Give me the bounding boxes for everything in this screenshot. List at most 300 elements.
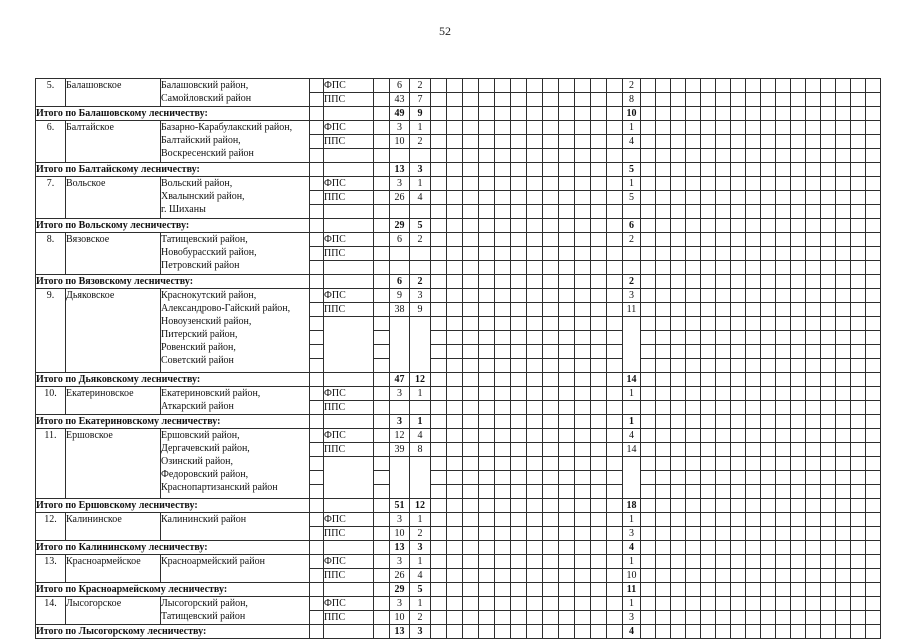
grid-cell	[511, 569, 527, 583]
grid-cell	[463, 569, 479, 583]
grid-cell	[656, 289, 671, 303]
grid-cell	[431, 443, 447, 457]
grid-cell	[851, 317, 866, 331]
total-count-cell: 9	[410, 107, 431, 121]
district-line: Татищевский район,	[161, 234, 248, 245]
grid-cell	[463, 555, 479, 569]
unit-type-cell	[324, 317, 374, 373]
grid-cell	[607, 205, 623, 219]
grid-cell	[479, 345, 495, 359]
grid-cell	[463, 373, 479, 387]
grid-cell	[746, 261, 761, 275]
grid-cell	[511, 289, 527, 303]
total-count-cell: 2	[410, 275, 431, 289]
grid-cell	[821, 415, 836, 429]
grid-cell	[701, 401, 716, 415]
grid-cell	[374, 303, 390, 317]
grid-cell	[761, 177, 776, 191]
grid-cell	[716, 331, 731, 345]
unit-type-cell: ФПС	[324, 597, 374, 611]
grid-cell	[641, 317, 656, 331]
grid-cell	[851, 429, 866, 443]
staff-count-cell: 3	[390, 597, 410, 611]
grid-cell	[791, 317, 806, 331]
grid-cell	[836, 205, 851, 219]
grid-cell	[791, 513, 806, 527]
grid-cell	[836, 387, 851, 401]
total-row-label: Итого по Лысогорскому лесничеству:	[36, 625, 310, 639]
grid-cell	[656, 401, 671, 415]
grid-cell	[543, 135, 559, 149]
grid-cell	[463, 289, 479, 303]
grid-cell	[686, 331, 701, 345]
grid-cell	[806, 345, 821, 359]
staff-count-cell	[390, 317, 410, 373]
grid-cell	[761, 527, 776, 541]
grid-cell	[527, 541, 543, 555]
grid-cell	[559, 471, 575, 485]
grid-cell	[731, 289, 746, 303]
grid-cell	[701, 331, 716, 345]
total-count-cell: 3	[410, 625, 431, 639]
grid-cell	[641, 177, 656, 191]
grid-cell	[656, 415, 671, 429]
grid-cell	[527, 177, 543, 191]
staff-count-cell: 6	[390, 233, 410, 247]
grid-cell	[716, 121, 731, 135]
district-line: Вольский район,	[161, 178, 233, 189]
grid-cell	[851, 359, 866, 373]
grid-cell	[731, 415, 746, 429]
districts-cell	[161, 513, 310, 541]
total-count-cell: 4	[623, 541, 641, 555]
grid-cell	[851, 373, 866, 387]
grid-cell	[776, 415, 791, 429]
grid-cell	[527, 429, 543, 443]
grid-cell	[591, 513, 607, 527]
grid-cell	[431, 93, 447, 107]
district-line: Воскресенский район	[161, 148, 254, 159]
grid-cell	[495, 443, 511, 457]
unit-type-cell: ФПС	[324, 121, 374, 135]
total-row-label: Итого по Вязовскому лесничеству:	[36, 275, 310, 289]
grid-cell	[701, 163, 716, 177]
grid-cell	[776, 233, 791, 247]
grid-cell	[431, 331, 447, 345]
grid-cell	[575, 317, 591, 331]
grid-cell	[543, 387, 559, 401]
grid-cell	[495, 93, 511, 107]
staff-count-cell: 3	[390, 555, 410, 569]
grid-cell	[559, 569, 575, 583]
grid-cell	[431, 345, 447, 359]
staff-count-cell: 3	[623, 611, 641, 625]
grid-cell	[821, 331, 836, 345]
grid-cell	[527, 247, 543, 261]
grid-cell	[866, 247, 881, 261]
grid-cell	[447, 485, 463, 499]
grid-cell	[511, 443, 527, 457]
grid-cell	[607, 359, 623, 373]
grid-cell	[656, 373, 671, 387]
grid-cell	[671, 513, 686, 527]
staff-count-cell: 3	[623, 289, 641, 303]
grid-cell	[791, 359, 806, 373]
grid-cell	[641, 625, 656, 639]
grid-cell	[374, 135, 390, 149]
grid-cell	[866, 625, 881, 639]
grid-cell	[686, 555, 701, 569]
grid-cell	[851, 569, 866, 583]
grid-cell	[559, 359, 575, 373]
grid-cell	[731, 275, 746, 289]
grid-cell	[746, 135, 761, 149]
grid-cell	[791, 625, 806, 639]
grid-cell	[543, 107, 559, 121]
total-row-label: Итого по Вольскому лесничеству:	[36, 219, 310, 233]
grid-cell	[310, 359, 324, 373]
grid-cell	[821, 345, 836, 359]
grid-cell	[731, 457, 746, 471]
grid-cell	[575, 247, 591, 261]
grid-cell	[716, 443, 731, 457]
grid-cell	[543, 317, 559, 331]
grid-cell	[447, 107, 463, 121]
grid-cell	[527, 331, 543, 345]
grid-cell	[559, 457, 575, 471]
grid-cell	[641, 499, 656, 513]
grid-cell	[641, 149, 656, 163]
district-line: Новоузенский район,	[161, 316, 252, 327]
grid-cell	[776, 107, 791, 121]
grid-cell	[463, 401, 479, 415]
grid-cell	[776, 135, 791, 149]
grid-cell	[591, 499, 607, 513]
grid-cell	[776, 219, 791, 233]
staff-count-cell: 12	[390, 429, 410, 443]
grid-cell	[527, 191, 543, 205]
total-row-label: Итого по Калининскому лесничеству:	[36, 541, 310, 555]
grid-cell	[656, 275, 671, 289]
district-line: Балтайский район,	[161, 135, 241, 146]
staff-count-cell: 26	[390, 569, 410, 583]
total-row-label: Итого по Дьяковскому лесничеству:	[36, 373, 310, 387]
grid-cell	[495, 149, 511, 163]
grid-cell	[791, 555, 806, 569]
districts-cell	[161, 597, 310, 625]
grid-cell	[431, 163, 447, 177]
grid-cell	[791, 177, 806, 191]
grid-cell	[701, 527, 716, 541]
staff-count-cell	[410, 205, 431, 219]
grid-cell	[591, 149, 607, 163]
grid-cell	[746, 415, 761, 429]
grid-cell	[431, 79, 447, 93]
grid-cell	[866, 527, 881, 541]
grid-cell	[310, 163, 324, 177]
district-line: г. Шиханы	[161, 204, 206, 215]
unit-type-cell: ППС	[324, 527, 374, 541]
grid-cell	[686, 149, 701, 163]
grid-cell	[821, 163, 836, 177]
grid-cell	[791, 611, 806, 625]
grid-cell	[716, 583, 731, 597]
grid-cell	[431, 611, 447, 625]
grid-cell	[656, 247, 671, 261]
total-count-cell: 5	[410, 583, 431, 597]
grid-cell	[479, 541, 495, 555]
grid-cell	[559, 93, 575, 107]
grid-cell	[607, 443, 623, 457]
grid-cell	[791, 429, 806, 443]
grid-cell	[806, 121, 821, 135]
staff-count-cell: 26	[390, 191, 410, 205]
grid-cell	[575, 261, 591, 275]
grid-cell	[511, 541, 527, 555]
grid-cell	[776, 191, 791, 205]
grid-cell	[479, 415, 495, 429]
unit-type-cell: ППС	[324, 443, 374, 457]
grid-cell	[761, 317, 776, 331]
grid-cell	[575, 331, 591, 345]
grid-cell	[374, 443, 390, 457]
unit-type-cell: ФПС	[324, 555, 374, 569]
grid-cell	[671, 219, 686, 233]
grid-cell	[866, 387, 881, 401]
staff-count-cell	[623, 205, 641, 219]
grid-cell	[701, 457, 716, 471]
row-number-cell: 8.	[36, 233, 66, 275]
grid-cell	[701, 177, 716, 191]
staff-count-cell: 2	[410, 233, 431, 247]
grid-cell	[851, 583, 866, 597]
page-number: 52	[439, 24, 451, 38]
grid-cell	[607, 541, 623, 555]
grid-cell	[821, 205, 836, 219]
grid-cell	[866, 317, 881, 331]
grid-cell	[374, 289, 390, 303]
grid-cell	[836, 317, 851, 331]
grid-cell	[495, 79, 511, 93]
grid-cell	[591, 415, 607, 429]
grid-cell	[791, 135, 806, 149]
grid-cell	[591, 191, 607, 205]
grid-cell	[559, 485, 575, 499]
grid-cell	[607, 79, 623, 93]
grid-cell	[527, 443, 543, 457]
grid-cell	[671, 191, 686, 205]
grid-cell	[607, 457, 623, 471]
grid-cell	[495, 569, 511, 583]
grid-cell	[761, 331, 776, 345]
grid-cell	[746, 485, 761, 499]
grid-cell	[431, 177, 447, 191]
grid-cell	[791, 415, 806, 429]
grid-cell	[791, 163, 806, 177]
grid-cell	[310, 485, 324, 499]
grid-cell	[559, 415, 575, 429]
grid-cell	[701, 359, 716, 373]
grid-cell	[527, 597, 543, 611]
grid-cell	[527, 79, 543, 93]
grid-cell	[575, 387, 591, 401]
grid-cell	[463, 541, 479, 555]
grid-cell	[731, 443, 746, 457]
total-count-cell: 10	[623, 107, 641, 121]
grid-cell	[716, 429, 731, 443]
grid-cell	[641, 597, 656, 611]
grid-cell	[821, 303, 836, 317]
grid-cell	[746, 625, 761, 639]
grid-cell	[656, 387, 671, 401]
grid-cell	[559, 303, 575, 317]
grid-cell	[806, 527, 821, 541]
staff-count-cell: 1	[623, 177, 641, 191]
grid-cell	[495, 401, 511, 415]
grid-cell	[821, 401, 836, 415]
grid-cell	[527, 359, 543, 373]
grid-cell	[495, 191, 511, 205]
grid-cell	[310, 583, 324, 597]
grid-cell	[701, 149, 716, 163]
staff-count-cell: 1	[623, 121, 641, 135]
grid-cell	[511, 387, 527, 401]
grid-cell	[761, 499, 776, 513]
grid-cell	[731, 149, 746, 163]
grid-cell	[836, 611, 851, 625]
grid-cell	[851, 443, 866, 457]
grid-cell	[701, 625, 716, 639]
grid-cell	[374, 485, 390, 499]
total-count-cell: 14	[623, 373, 641, 387]
grid-cell	[866, 177, 881, 191]
grid-cell	[686, 541, 701, 555]
grid-cell	[821, 569, 836, 583]
grid-cell	[791, 121, 806, 135]
grid-cell	[701, 373, 716, 387]
grid-cell	[543, 79, 559, 93]
grid-cell	[447, 331, 463, 345]
grid-cell	[310, 373, 324, 387]
grid-cell	[543, 149, 559, 163]
grid-cell	[374, 569, 390, 583]
grid-cell	[731, 499, 746, 513]
grid-cell	[746, 219, 761, 233]
grid-cell	[716, 513, 731, 527]
grid-cell	[447, 527, 463, 541]
grid-cell	[731, 247, 746, 261]
row-number-cell: 10.	[36, 387, 66, 415]
grid-cell	[463, 317, 479, 331]
grid-cell	[310, 401, 324, 415]
grid-cell	[866, 289, 881, 303]
grid-cell	[310, 387, 324, 401]
grid-cell	[746, 555, 761, 569]
unit-type-cell: ФПС	[324, 387, 374, 401]
grid-cell	[746, 191, 761, 205]
grid-cell	[447, 233, 463, 247]
grid-cell	[479, 597, 495, 611]
district-line: Самойловский район	[161, 93, 252, 104]
grid-cell	[671, 303, 686, 317]
district-line: Хвалынский район,	[161, 191, 245, 202]
staff-count-cell: 1	[410, 513, 431, 527]
grid-cell	[310, 149, 324, 163]
grid-cell	[310, 471, 324, 485]
staff-count-cell	[410, 317, 431, 373]
grid-cell	[374, 93, 390, 107]
grid-cell	[731, 373, 746, 387]
grid-cell	[686, 443, 701, 457]
total-count-cell: 13	[390, 163, 410, 177]
grid-cell	[716, 303, 731, 317]
grid-cell	[866, 107, 881, 121]
grid-cell	[479, 149, 495, 163]
grid-cell	[656, 499, 671, 513]
district-line: Александрово-Гайский район,	[161, 303, 291, 314]
grid-cell	[671, 401, 686, 415]
grid-cell	[776, 401, 791, 415]
staff-count-cell	[390, 261, 410, 275]
grid-cell	[701, 93, 716, 107]
grid-cell	[821, 93, 836, 107]
grid-cell	[310, 569, 324, 583]
grid-cell	[431, 205, 447, 219]
staff-count-cell: 4	[623, 429, 641, 443]
grid-cell	[641, 443, 656, 457]
staff-count-cell: 4	[410, 191, 431, 205]
grid-cell	[851, 611, 866, 625]
grid-cell	[716, 499, 731, 513]
staff-count-cell	[410, 149, 431, 163]
grid-cell	[746, 387, 761, 401]
grid-cell	[836, 443, 851, 457]
grid-cell	[671, 275, 686, 289]
grid-cell	[310, 177, 324, 191]
grid-cell	[701, 79, 716, 93]
grid-cell	[374, 583, 390, 597]
grid-cell	[511, 513, 527, 527]
grid-cell	[495, 429, 511, 443]
unit-type-cell: ППС	[324, 247, 374, 261]
grid-cell	[746, 93, 761, 107]
grid-cell	[527, 499, 543, 513]
grid-cell	[836, 275, 851, 289]
grid-cell	[575, 555, 591, 569]
grid-cell	[656, 443, 671, 457]
grid-cell	[543, 177, 559, 191]
grid-cell	[656, 471, 671, 485]
grid-cell	[607, 597, 623, 611]
grid-cell	[374, 611, 390, 625]
grid-cell	[821, 275, 836, 289]
grid-cell	[641, 79, 656, 93]
grid-cell	[591, 219, 607, 233]
grid-cell	[746, 289, 761, 303]
total-row-label: Итого по Красноармейскому лесничеству:	[36, 583, 310, 597]
grid-cell	[791, 443, 806, 457]
grid-cell	[671, 345, 686, 359]
districts-cell	[161, 121, 310, 163]
grid-cell	[575, 541, 591, 555]
total-row-label: Итого по Балтайскому лесничеству:	[36, 163, 310, 177]
grid-cell	[431, 555, 447, 569]
grid-cell	[374, 79, 390, 93]
unit-type-cell	[324, 373, 374, 387]
grid-cell	[866, 303, 881, 317]
grid-cell	[591, 597, 607, 611]
staff-count-cell: 2	[410, 79, 431, 93]
